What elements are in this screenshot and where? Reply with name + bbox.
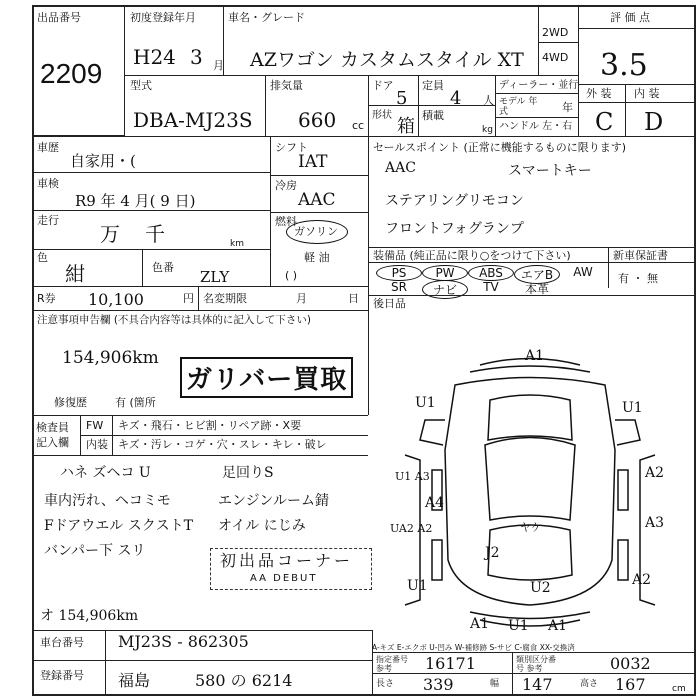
equipment-item: SR (391, 280, 407, 294)
note-right-1: 足回りS (222, 465, 274, 481)
mark-a3-right: A3 (645, 515, 665, 531)
reg-place: 福島 (118, 671, 151, 690)
car-grade-label: 車名・グレード (228, 11, 305, 24)
lot-number: 2209 (40, 58, 103, 89)
equipment-item: ABS (468, 265, 514, 281)
model-year-label: モデル 年式 (499, 97, 538, 117)
mark-a3-left: U1 A3 (395, 470, 430, 483)
lot-label: 出品番号 (37, 11, 81, 24)
warranty-label: 新車保証書 (613, 249, 668, 262)
fw-label: FW (86, 419, 104, 432)
int-items: キズ・汚レ・コゲ・穴・スレ・キレ・破レ (118, 438, 327, 451)
r-label: R券 (37, 292, 56, 305)
note-left-1: ハネ ズヘコ U (60, 465, 151, 481)
shape-label: 形状 (372, 110, 392, 121)
debut-corner-title: 初出品コーナー (220, 551, 354, 570)
chassis-label: 車台番号 (40, 636, 84, 649)
model-label: 型式 (130, 79, 152, 92)
mark-a1-top: A1 (525, 348, 545, 364)
capacity-value: 4 (450, 88, 462, 109)
shift-label: シフト (275, 141, 308, 154)
capacity-unit: 人 (483, 94, 494, 107)
meigi-label: 名変期限 (203, 292, 247, 305)
later-label: 後日品 (373, 297, 406, 310)
sales-point-4: フロントフォグランプ (385, 221, 524, 237)
meigi-day: 日 (348, 292, 359, 305)
int-label: 内 装 (634, 87, 660, 100)
handle-label: ハンドル 左・右 (499, 121, 573, 132)
dealer-label: ディーラー・並行 (499, 80, 579, 91)
color-label: 色 (37, 251, 48, 264)
mark-j2: J2 (485, 545, 500, 561)
drive-2wd: 2WD (542, 26, 569, 39)
capacity-label: 定員 (422, 79, 444, 92)
r-yen: 円 (183, 292, 194, 305)
color-no-label: 色番 (152, 261, 174, 274)
fw-items: キズ・飛石・ヒビ割・リペア跡・X要 (118, 419, 302, 432)
sales-point-3: ステアリングリモコン (385, 193, 524, 209)
equipment-item: ナビ (422, 280, 468, 299)
debut-corner-en: AA DEBUT (250, 573, 318, 584)
ref-number: 16171 (425, 654, 476, 673)
door-value: 5 (396, 88, 408, 109)
car-grade: AZワゴン カスタムスタイル XT (250, 49, 524, 71)
height-value: 167 (615, 675, 646, 694)
sales-point-1: AAC (385, 160, 416, 176)
length-value: 339 (423, 675, 454, 694)
equipment-item: PS (376, 265, 422, 281)
drive-4wd: 4WD (542, 51, 569, 64)
disp-unit: cc (352, 119, 365, 132)
equipment-item: エアB (514, 265, 560, 284)
mark-a1-bottom2: A1 (548, 618, 568, 634)
gulliver-stamp: ガリバー買取 (180, 357, 353, 398)
length-label: 長さ (376, 679, 395, 689)
score-label: 評 価 点 (610, 11, 650, 24)
note-right-3: オイル にじみ (218, 518, 306, 534)
note-left-2: 車内汚れ、ヘコミモ (44, 493, 171, 509)
mark-u1-bottom: U1 (508, 618, 529, 634)
reg-number: 580 の 6214 (195, 671, 293, 690)
first-reg-year: 3 (190, 45, 203, 69)
mark-u1-right: U1 (622, 400, 643, 416)
warranty-value: 有 ・ 無 (618, 272, 658, 285)
load-unit: kg (482, 125, 493, 135)
first-reg-era: H24 (133, 45, 176, 69)
equipment-item: AW (573, 265, 593, 279)
sales-point-2: スマートキー (508, 163, 592, 179)
int-items-label: 内装 (86, 438, 108, 451)
mark-ua2: UA2 A2 (390, 522, 433, 535)
load-label: 積載 (422, 109, 444, 122)
ac-value: AAC (298, 190, 336, 210)
equipment-item: 本革 (524, 282, 549, 296)
mark-inner: ヤケ (520, 521, 542, 534)
mark-u2: U2 (530, 580, 551, 596)
usage-value: 自家用・( (70, 152, 136, 170)
equip-label: 装備品 (純正品に限り○をつけて下さい) (373, 249, 571, 262)
repair-label: 修復歴 (54, 396, 87, 409)
disp-value: 660 (298, 108, 337, 132)
r-amount: 10,100 (88, 290, 144, 309)
ext-grade: C (595, 108, 614, 136)
height-label: 高さ (580, 679, 599, 689)
note-left-3: Fドアウエル スクストT (44, 518, 193, 534)
mileage-label: 走行 (37, 214, 59, 227)
inspector-label: 検査員 記入欄 (36, 421, 69, 449)
sales-label: セールスポイント (正常に機能するものに限ります) (373, 141, 627, 154)
mileage-man: 万 (100, 222, 120, 246)
score-value: 3.5 (600, 48, 648, 83)
year-unit: 年 (562, 101, 573, 114)
mark-a2-right2: A2 (632, 572, 652, 588)
notes-label: 注意事項申告欄 (不具合内容等は具体的に記入して下さい) (37, 314, 312, 326)
fuel-label: 燃料 (275, 215, 297, 228)
width-value: 147 (522, 675, 553, 694)
note-left-4: バンパー下 スリ (44, 543, 146, 559)
model-value: DBA-MJ23S (133, 108, 253, 132)
color-no-value: ZLY (200, 268, 230, 286)
first-reg-label: 初度登録年月 (130, 11, 196, 24)
mark-u1-left2: U1 (407, 578, 428, 594)
fuel-gas: ガソリン (294, 225, 338, 238)
odometer-note: オ 154,906km (40, 608, 139, 624)
fuel-light: 軽 油 (304, 251, 330, 264)
chassis-value: MJ23S - 862305 (118, 632, 249, 651)
int-grade: D (644, 108, 664, 136)
disp-label: 排気量 (270, 79, 303, 92)
repair-value: 有 (箇所 (115, 396, 156, 409)
ext-label: 外 装 (586, 87, 612, 100)
shaken-label: 車検 (37, 177, 59, 190)
color-value: 紺 (65, 262, 85, 286)
ac-label: 冷房 (275, 179, 297, 192)
mark-a1-bottom: A1 (470, 616, 490, 632)
mileage-sen: 千 (145, 222, 165, 246)
usage-label: 車歴 (37, 141, 59, 154)
class-label: 類別区分番号 参考 (516, 655, 556, 673)
meigi-month: 月 (296, 292, 307, 305)
shift-value: IAT (298, 152, 328, 172)
equipment-item: TV (483, 280, 499, 294)
door-label: ドア (372, 79, 394, 92)
km-unit: km (230, 239, 244, 249)
cm-unit: cm (672, 684, 686, 694)
note-mileage: 154,906km (62, 348, 159, 368)
shape-value: 箱 (397, 116, 415, 137)
note-right-2: エンジンルーム錆 (218, 493, 329, 509)
damage-legend: A-キズ E-エクボ U-凹み W-補修跡 S-サビ C-腐食 XX-交換済 (372, 643, 575, 652)
reg-label: 登録番号 (40, 669, 84, 682)
equipment-item: PW (422, 265, 468, 281)
shaken-value: R9 年 4 月( 9 日) (75, 192, 196, 210)
mark-u1-left: U1 (415, 395, 436, 411)
class-number: 0032 (610, 654, 651, 673)
mark-a4: A4 (425, 495, 445, 511)
width-label: 幅 (490, 679, 500, 689)
mark-a2-right: A2 (645, 465, 665, 481)
fuel-paren: ( ) (285, 269, 298, 282)
first-reg-month: 月 (213, 59, 224, 72)
ref-label: 指定番号 参考 (376, 655, 408, 673)
